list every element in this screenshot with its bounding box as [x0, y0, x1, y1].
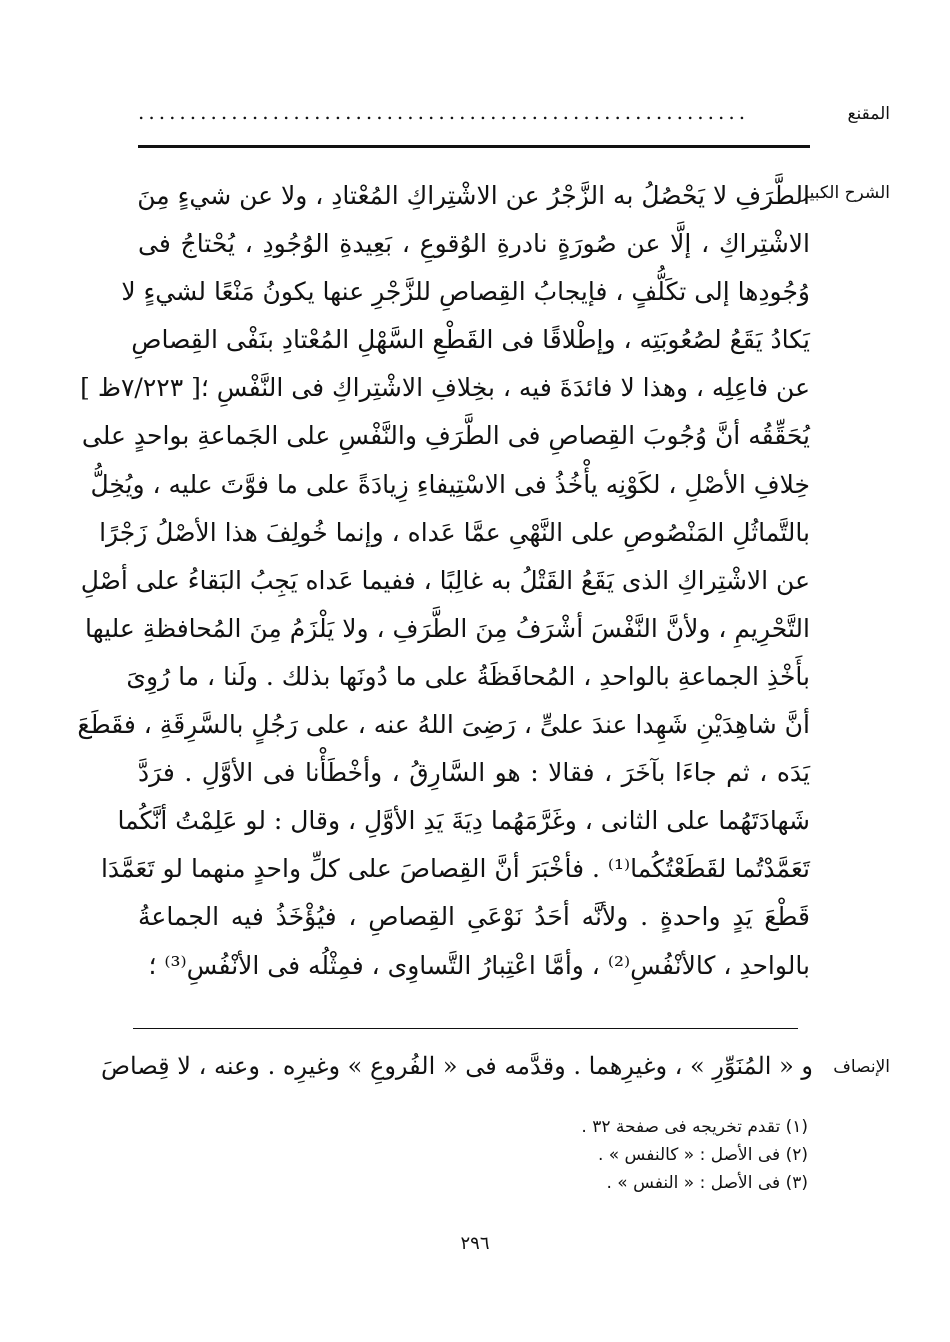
page-number: ٢٩٦: [460, 1233, 490, 1254]
book-label: المقنع: [847, 104, 890, 124]
main-text-line: يُحَقِّقُه أنَّ وُجُوبَ القِصاصِ فى الطَّرَفِ والنَّفْسِ على الجَماعةِ بواحدٍ على: [81, 421, 810, 451]
main-text-line: التَّحْرِيمِ ، ولأنَّ النَّفْسَ أشْرَفُ مِنَ الطَّرَفِ ، ولا يَلْزَمُ مِنَ المُحافظةِ عليها: [84, 613, 810, 643]
main-text-line: عن الاشْتِراكِ الذى يَقَعُ القَتْلُ به غالِبًا ، ففيما عَداه يَجِبُ البَقاءُ على أصْلِ: [80, 565, 810, 595]
insaf-text: و « المُنَوِّرِ » ، وغيرِهما . وقدَّمه فى « الفُروعِ » وغيرِه . وعنه ، لا قِصاصَ: [101, 1052, 813, 1080]
main-text-line: يَدَه ، ثم جاءَا بآخَرَ ، فقالا : هو السَّارِقُ ، وأخْطَأْنا فى الأوَّلِ . فرَدَّ: [138, 758, 810, 788]
main-text-line: يَكادُ يَقَعُ لصُعُوبَتِه ، وإطْلاقًا فى القَطْعِ السَّهْلِ المُعْتادِ بنَفْى القِصاصِ: [131, 325, 810, 355]
main-text-line: تَعَمَّدْتُما لقَطَعْتُكُما⁽¹⁾ . فأخْبَرَ أنَّ القِصاصَ على كلِّ واحدٍ منهما لو تَعَمَّدَا: [100, 854, 810, 884]
main-text-line: وُجُودِها إلى تكَلُّفٍ ، فإيجابُ القِصاصِ للزَّجْرِ عنها يكونُ مَنْعًا لشيءٍ لا: [121, 277, 810, 307]
main-text-line: بأَخْذِ الجماعةِ بالواحدِ ، المُحافَظَةُ على ما دُونَها بذلك . ولَنا ، ما رُوِىَ: [126, 661, 810, 691]
footnote-3: (٣) فى الأصل : « النفس » .: [606, 1173, 808, 1193]
header-rule: [138, 145, 810, 148]
section-divider: [133, 1028, 798, 1029]
main-text-line: قَطْعَ يَدٍ واحدةٍ . ولأنَّه أحَدُ نَوْعَىِ القِصاصِ ، فيُؤْخَذُ فيه الجماعةُ: [138, 902, 810, 932]
main-text-line: عن فاعِلِه ، وهذا لا فائدَةَ فيه ، بخِلافِ الاشْتِراكِ فى النَّفْسِ ؛[ ٧/٢٢٣ظ ]: [80, 373, 810, 403]
main-text-line: بالتَّماثُلِ المَنْصُوصِ على النَّهْىِ عمَّا عَداه ، وإنما خُولِفَ هذا الأصْلُ زَجْرًا: [99, 517, 810, 547]
main-text-line: خِلافِ الأصْلِ ، لكَوْنِه يأْخُذُ فى الاسْتِيفاءِ زِيادَةً على ما فوَّتَ عليه ، ويُخِلُّ: [90, 469, 810, 499]
sharh-label: الشرح الكبير: [800, 183, 890, 203]
dotted-rule: ...........................................................: [138, 100, 750, 124]
footnote-2: (٢) فى الأصل : « كالنفس » .: [597, 1145, 808, 1165]
main-text: [77, 172, 810, 990]
insaf-label: الإنصاف: [833, 1057, 890, 1077]
footnotes: [581, 1113, 808, 1197]
main-text-line: شَهادَتَهُما على الثانى ، وغَرَّمَهُما دِيَةَ يَدِ الأوَّلِ ، وقال : لو عَلِمْتُ أنَّكُما: [117, 806, 810, 836]
main-text-line: بالواحدِ ، كالأنْفُسِ⁽²⁾ ، وأمَّا اعْتِبارُ التَّساوِى ، فمِثْلُه فى الأنْفُسِ⁽³⁾ ؛: [148, 950, 810, 980]
main-text-line: أنَّ شاهِدَيْنِ شَهِدا عندَ علىٍّ ، رَضِىَ اللهُ عنه ، على رَجُلٍ بالسَّرِقَةِ ، فقَطَعَ: [77, 710, 810, 740]
main-text-line: الاشْتِراكِ ، إلَّا عن صُورَةٍ نادرةِ الوُقوعِ ، بَعِيدةِ الوُجُودِ ، يُحْتاجُ فى: [138, 229, 810, 259]
footnote-1: (١) تقدم تخريجه فى صفحة ٣٢ .: [581, 1117, 808, 1137]
main-text-line: الطَّرَفِ لا يَحْصُلُ به الزَّجْرُ عن الاشْتِراكِ المُعْتادِ ، ولا عن شيءٍ مِنَ: [137, 181, 810, 210]
